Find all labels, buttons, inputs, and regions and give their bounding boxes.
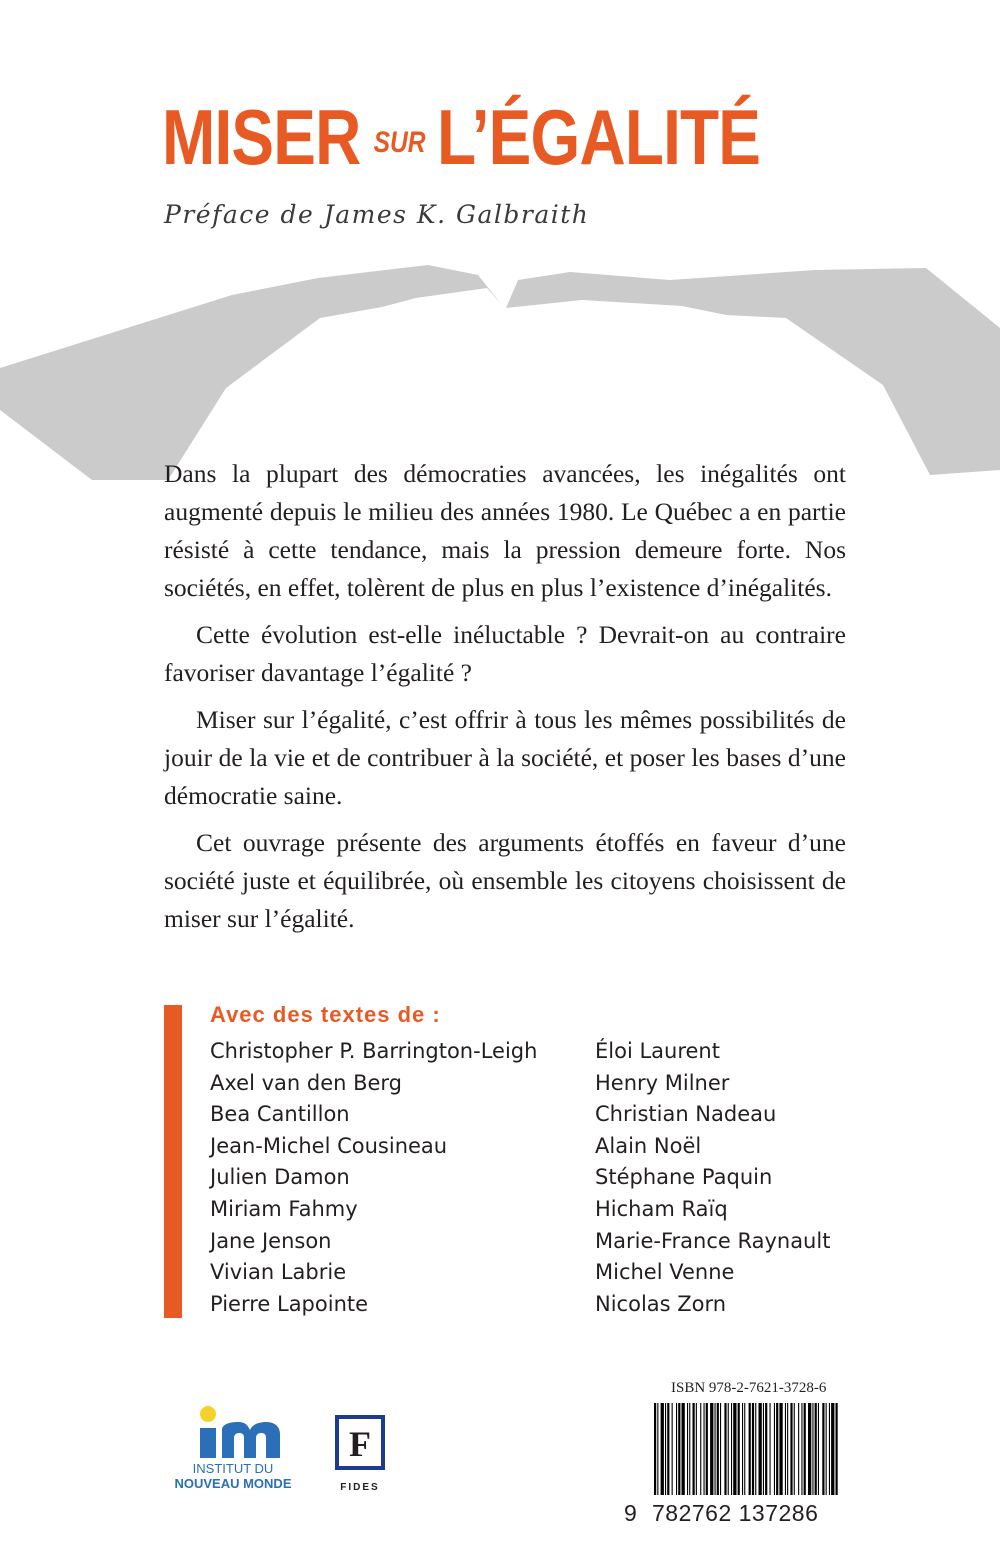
barcode-bar [831,1403,834,1495]
inm-name-line-2: NOUVEAU MONDE [174,1476,292,1491]
barcode-bar [770,1403,771,1495]
barcode-bar [774,1403,775,1495]
contributor-name: Christopher P. Barrington-Leigh [210,1039,538,1063]
barcode-bar [720,1403,721,1495]
barcode-bar [749,1403,751,1495]
isbn-label: ISBN 978-2-7621-3728-6 [671,1380,827,1396]
back-cover-blurb [164,455,846,947]
inm-logo-i [200,1428,216,1458]
contributor-name: Vivian Labrie [210,1260,347,1285]
barcode-bar [689,1403,690,1495]
barcode-bar [682,1403,685,1495]
preface-credit: Préface de James K. Galbraith [164,200,590,229]
contributors-column-1 [210,1036,537,1320]
contributor-name: Bea Cantillon [210,1102,350,1127]
barcode-bar [654,1403,656,1495]
barcode-bar [794,1403,795,1495]
barcode-bar [676,1403,677,1495]
barcode-bar [704,1403,705,1495]
blurb-paragraph-2: Cette évolution est-elle inéluctable ? Devrait-on au contraire favoriser davantage l’égalité ? [164,620,846,687]
barcode-bar [731,1403,732,1495]
barcode-bar [790,1403,792,1495]
title-miser: MISER [162,93,361,181]
contributors-heading: Avec des textes de : [210,1002,441,1027]
barcode-bar [765,1403,767,1495]
inm-logo-m [222,1422,280,1458]
right-hand-shape [506,268,1000,475]
barcode-bar [779,1403,782,1495]
barcode-bar [665,1403,666,1495]
fides-logo-icon [335,1415,385,1470]
reaching-hands-icon [0,260,1000,480]
inm-logo-dot [200,1406,216,1422]
title-egalite: L’ÉGALITÉ [437,93,761,181]
book-title [162,93,761,181]
barcode-bar [808,1403,811,1495]
blurb-paragraph-3: Miser sur l’égalité, c’est offrir à tous les mêmes possibilités de jouir de la vie et de contribuer à la société, et poser les bases d’une démocratie saine. [164,705,846,810]
contributor-name: Jane Jenson [210,1228,332,1253]
contributor-name: Axel van den Berg [210,1070,403,1095]
contributor-name: Henry Milner [595,1070,730,1095]
contributor-name: Hicham Raïq [595,1196,728,1221]
barcode-bar [755,1403,756,1495]
fides-logo-letter: F [349,1424,371,1464]
barcode-bar [715,1403,716,1495]
contributor-name: Jean-Michel Cousineau [210,1133,448,1158]
barcode-digits: 782762 137286 [652,1500,819,1526]
barcode-bar [787,1403,788,1495]
barcode-bar [829,1403,830,1495]
contributor-name: Christian Nadeau [595,1102,777,1127]
blurb-paragraph-4: Cet ouvrage présente des arguments étoffés en faveur d’une société juste et équilibrée, où ensemble les citoyens choisissent de miser sur l’égalité. [164,828,846,933]
barcode-bar [804,1403,806,1495]
barcode-bar [752,1403,754,1495]
barcode-bar [700,1403,701,1495]
barcode-bar [661,1403,664,1495]
barcode-bar [798,1403,799,1495]
contributor-name: Miriam Fahmy [210,1196,358,1221]
barcode-bar [815,1403,817,1495]
barcode-bar [717,1403,719,1495]
barcode-bar [801,1403,802,1495]
barcode-bar [836,1403,838,1495]
barcode-bar [672,1403,673,1495]
barcode-bar [667,1403,669,1495]
barcode-bar [696,1403,697,1495]
barcode-bar [733,1403,736,1495]
barcode-lead-digit: 9 [624,1500,638,1526]
contributor-name: Éloi Laurent [595,1039,720,1063]
contributor-name: Stéphane Paquin [595,1165,773,1190]
barcode-bar [693,1403,695,1495]
barcode-bar [759,1403,762,1495]
title-sur: SUR [373,126,426,159]
barcode-bar [710,1403,713,1495]
barcode-bar [776,1403,778,1495]
contributor-name: Nicolas Zorn [595,1291,727,1316]
inm-name-line-1: INSTITUT DU [192,1461,274,1476]
contributor-name: Alain Noël [595,1133,702,1158]
left-hand-shape [0,265,502,480]
fides-name: FIDES [340,1482,380,1493]
barcode-bar [785,1403,786,1495]
barcode-bar [822,1403,824,1495]
barcode-bar [818,1403,819,1495]
barcode-bar [724,1403,726,1495]
barcode-bar [728,1403,729,1495]
barcode-bar [744,1403,745,1495]
blurb-paragraph-1: Dans la plupart des démocraties avancées, les inégalités ont augmenté depuis le milieu des années 1980. Le Québec a en partie résisté à cette tendance, mais la pression demeure forte. Nos sociétés, en effet, tolèrent de plus en plus l’existence d’inégalités. [164,459,846,602]
contributors-accent-bar [164,1005,182,1318]
barcode-icon [652,1403,840,1508]
barcode-bar [742,1403,743,1495]
contributor-name: Marie-France Raynault [595,1228,831,1253]
barcode-bar [812,1403,813,1495]
barcode-bar [678,1403,680,1495]
barcode-bar [706,1403,708,1495]
contributor-name: Pierre Lapointe [210,1291,369,1316]
contributors-column-2 [595,1036,830,1320]
barcode-bar [657,1403,658,1495]
barcode-bar [826,1403,827,1495]
barcode-bar [738,1403,740,1495]
barcode-bar [763,1403,764,1495]
contributor-name: Julien Damon [210,1165,350,1190]
barcode-bar [687,1403,688,1495]
contributor-name: Michel Venne [595,1260,735,1285]
